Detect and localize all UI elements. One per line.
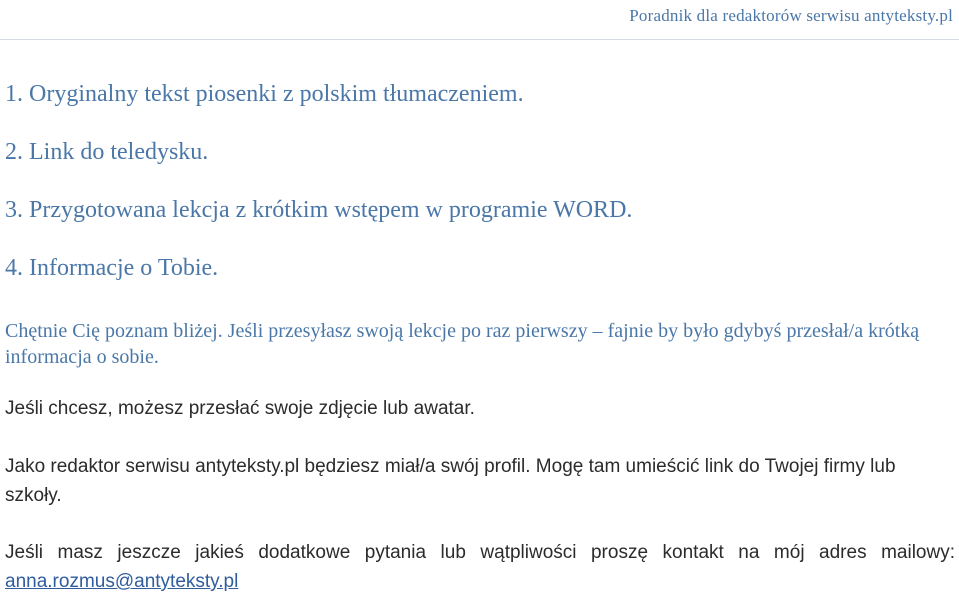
list-item: 1. Oryginalny tekst piosenki z polskim tłumaczeniem. <box>5 81 524 107</box>
list-item: 2. Link do teledysku. <box>5 139 209 165</box>
contact-text: Jeśli masz jeszcze jakieś dodatkowe pytania lub wątpliwości proszę kontakt na mój adres mailowy: <box>5 542 955 563</box>
contact-paragraph <box>5 538 955 596</box>
list-item: 3. Przygotowana lekcja z krótkim wstępem w programie WORD. <box>5 197 633 223</box>
requirements-list <box>5 80 632 282</box>
header-divider <box>0 39 959 40</box>
profile-paragraph: Jako redaktor serwisu antyteksty.pl będziesz miał/a swój profil. Mogę tam umieścić link do Twojej firmy lub szkoły. <box>5 456 896 506</box>
photo-paragraph: Jeśli chcesz, możesz przesłać swoje zdjęcie lub awatar. <box>5 398 475 419</box>
list-item: 4. Informacje o Tobie. <box>5 255 219 281</box>
email-link[interactable]: anna.rozmus@antyteksty.pl <box>5 571 239 592</box>
document-header: Poradnik dla redaktorów serwisu antyteksty.pl <box>629 6 953 25</box>
intro-paragraph: Chętnie Cię poznam bliżej. Jeśli przesyłasz swoją lekcje po raz pierwszy – fajnie by było gdybyś przesłał/a krótką informacja o sobie. <box>5 320 920 368</box>
